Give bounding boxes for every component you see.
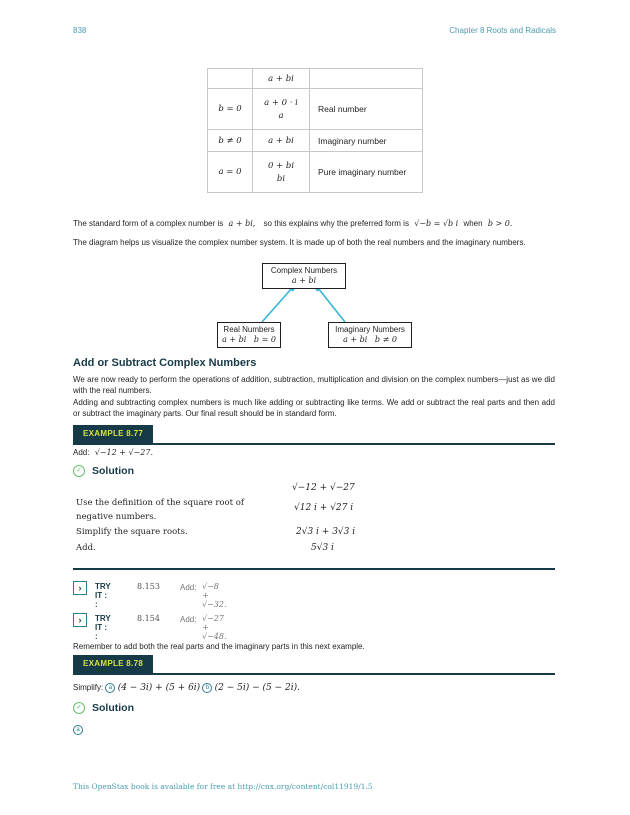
- try-it-prompt: Add:: [180, 583, 197, 592]
- chapter-title: Chapter 8 Roots and Radicals: [449, 26, 556, 35]
- example-label: EXAMPLE 8.78: [73, 655, 153, 673]
- example-end-rule: [73, 568, 555, 570]
- check-icon: ✓: [73, 702, 85, 714]
- condition-expr: b > 0.: [487, 219, 513, 228]
- box-title: Imaginary Numbers: [335, 325, 405, 334]
- expand-chevron-icon[interactable]: ›: [73, 613, 87, 627]
- table-expression: a + bi: [253, 130, 310, 152]
- expression-line-1: 0 + bi: [267, 160, 295, 171]
- table-label: Pure imaginary number: [310, 152, 423, 193]
- remember-text: Remember to add both the real parts and the imaginary parts in this next example.: [73, 642, 365, 651]
- solution-step-text: Simplify the square roots.: [76, 527, 188, 537]
- expression-line-1: a + 0 · i: [264, 97, 298, 108]
- example-header: [73, 655, 555, 675]
- imaginary-numbers-box: [328, 322, 412, 348]
- solution-top-expr: √−12 + √−27: [292, 483, 355, 493]
- part-a-marker-icon: a: [73, 725, 83, 735]
- try-it-label: TRY IT : :: [95, 614, 111, 641]
- section-para-1: We are now ready to perform the operations of addition, subtraction, multiplication and division on the complex numbers—just as we did with the real numbers.: [73, 375, 555, 395]
- box-expr: a + bi b = 0: [222, 335, 276, 344]
- table-label: Real number: [310, 89, 423, 130]
- box-expr: a + bi b ≠ 0: [343, 335, 397, 344]
- solution-step-expr: √12 i + √27 i: [294, 503, 354, 513]
- box-title: Complex Numbers: [270, 266, 338, 275]
- box-expr: a + bi: [291, 276, 317, 285]
- part-b-expr: (2 − 5i) − (5 − 2i).: [214, 683, 301, 694]
- expression-line-2: a: [278, 110, 284, 121]
- prompt-expr: √−12 + √−27.: [94, 448, 153, 457]
- example-label: EXAMPLE 8.77: [73, 425, 153, 443]
- arrow-to-real: [262, 288, 292, 322]
- text: The standard form of a complex number is: [73, 219, 224, 228]
- diagram-intro: The diagram helps us visualize the complex number system. It is made up of both the real numbers and the imaginary numbers.: [73, 238, 526, 247]
- arrow-to-imaginary: [318, 288, 345, 322]
- example-prompt: [73, 448, 153, 457]
- section-para-2: Adding and subtracting complex numbers is much like adding or subtracting like terms. We add or subtract the real parts and then add or subtract the imaginary parts. Our final result should be in standard form.: [73, 398, 555, 418]
- expand-chevron-icon[interactable]: ›: [73, 581, 87, 595]
- part-a-expr: (4 − 3i) + (5 + 6i): [117, 683, 201, 694]
- table-label: Imaginary number: [310, 130, 423, 152]
- part-a-marker-icon: a: [105, 683, 115, 693]
- try-it-label: TRY IT : :: [95, 582, 111, 609]
- try-it-number: 8.153: [137, 582, 160, 591]
- solution-title: Solution: [92, 465, 134, 477]
- box-title: Real Numbers: [223, 325, 275, 334]
- try-it-expr: √−27 + √−48.: [202, 614, 227, 641]
- footer-text: This OpenStax book is available for free at http://cnx.org/content/col11919/1.5: [73, 782, 373, 791]
- prompt-label: Add:: [73, 448, 90, 457]
- table-condition: b ≠ 0: [208, 130, 253, 152]
- try-it-number: 8.154: [137, 614, 160, 623]
- text: when: [463, 219, 483, 228]
- example-prompt: [73, 683, 300, 693]
- solution-title: Solution: [92, 702, 134, 714]
- page-number: 838: [73, 26, 87, 35]
- standard-form-expr: a + bi,: [228, 219, 256, 228]
- table-condition: a = 0: [208, 152, 253, 193]
- example-header: [73, 425, 555, 445]
- table-header-form: a + bi: [253, 69, 310, 89]
- answer-part-a: [73, 721, 83, 739]
- solution-step-text: Use the definition of the square root of negative numbers.: [76, 498, 245, 522]
- check-icon: ✓: [73, 465, 85, 477]
- solution-step-text: Add.: [76, 543, 96, 553]
- radical-expr: √−b = √b i: [414, 219, 459, 228]
- text: so this explains why the preferred form is: [263, 219, 409, 228]
- expression-line-2: bi: [276, 173, 286, 184]
- part-b-marker-icon: b: [202, 683, 212, 693]
- prompt-label: Simplify:: [73, 683, 104, 693]
- try-it-prompt: Add:: [180, 615, 197, 624]
- complex-numbers-box: [262, 263, 346, 289]
- solution-step-expr: 5√3 i: [311, 543, 334, 553]
- try-it-expr: √−8 + √−32.: [202, 582, 227, 609]
- real-numbers-box: [217, 322, 281, 348]
- section-title: Add or Subtract Complex Numbers: [73, 357, 257, 369]
- solution-step-expr: 2√3 i + 3√3 i: [296, 527, 356, 537]
- table-condition: b = 0: [208, 89, 253, 130]
